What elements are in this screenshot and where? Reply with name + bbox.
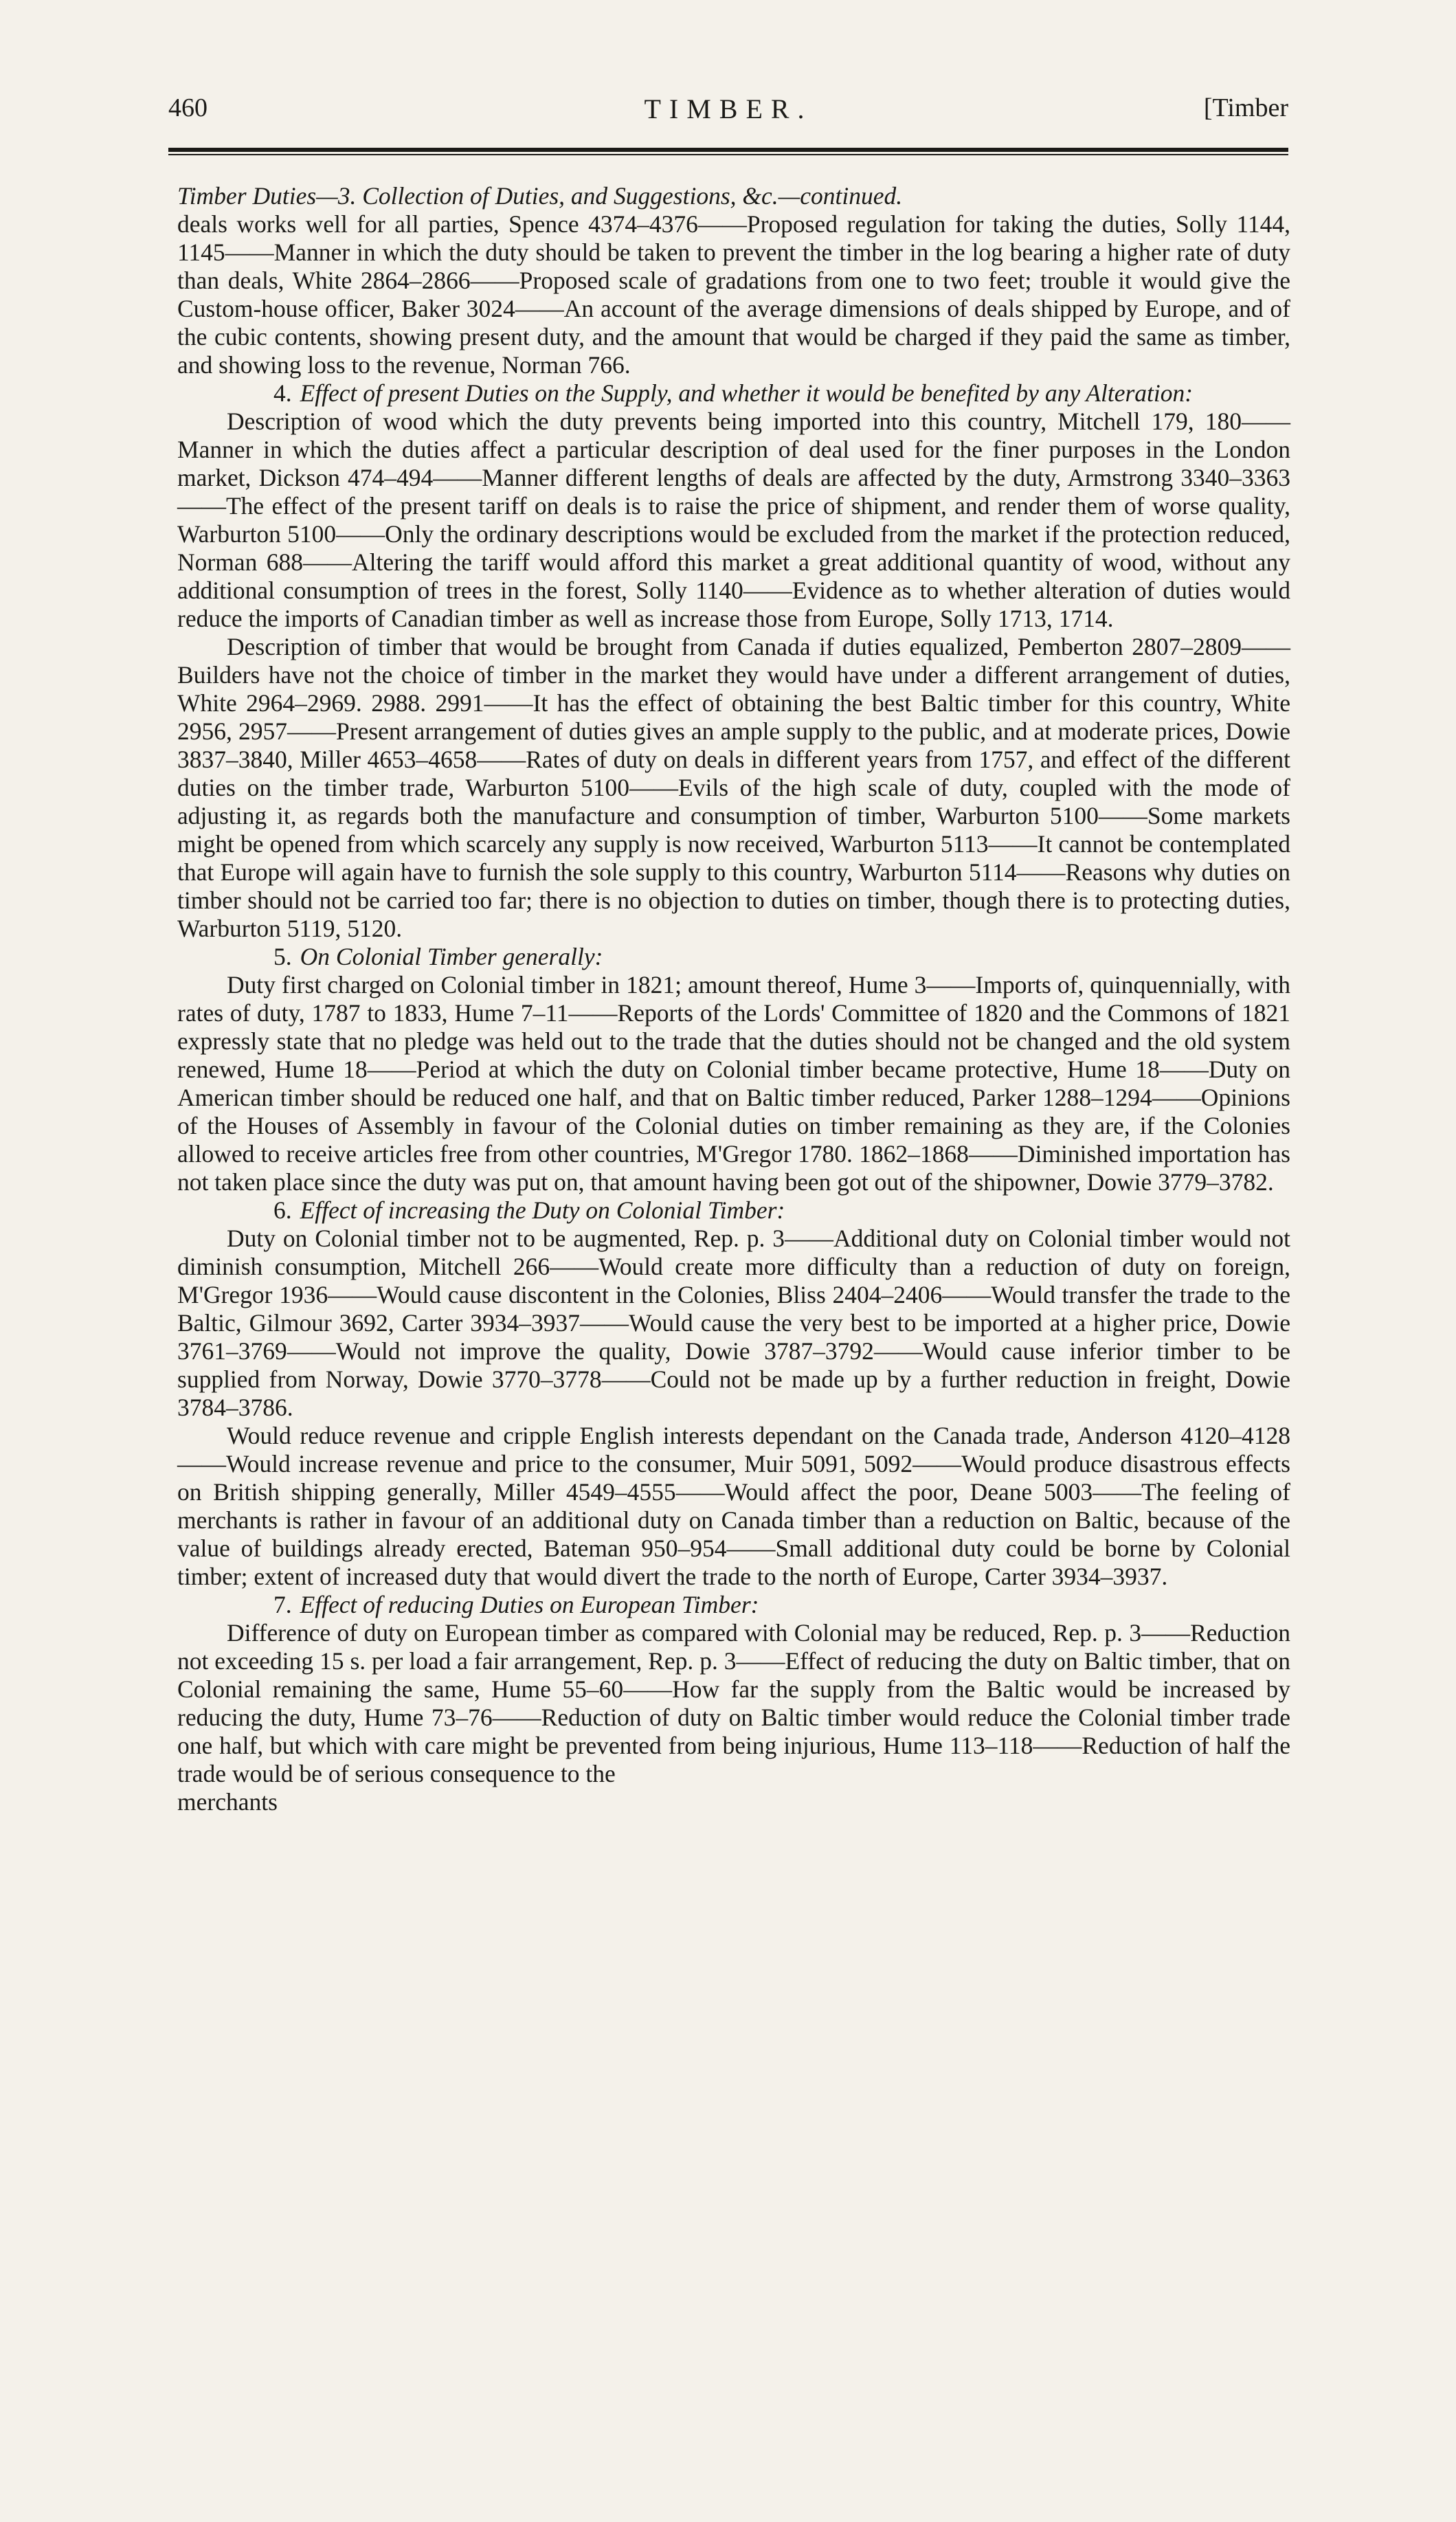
section-number: 6. bbox=[273, 1196, 292, 1224]
section-title: On Colonial Timber generally: bbox=[300, 943, 603, 970]
running-head bbox=[168, 93, 1288, 134]
subtitle-continued: —continued. bbox=[778, 182, 903, 210]
paragraph: Duty first charged on Colonial timber in 1821; amount thereof, Hume 3——Imports of, quinquennially, with rates of duty, 1787 to 1833, Hume 7–11——Reports of the Lords' Committee of 1820 and the Commons of 1821 expressly state that no pledge was held out to the trade that the duties should not be changed and the old system renewed, Hume 18——Period at which the duty on Colonial timber became protective, Hume 18——Duty on American timber should be reduced one half, and that on Baltic timber reduced, Parker 1288–1294——Opinions of the Houses of Assembly in favour of the Colonial duties on timber remaining as they are, if the Colonies allowed to receive articles free from other countries, M'Gregor 1780. 1862–1868——Diminished importation has not taken place since the duty was put on, that amount having been got out of the shipowner, Dowie 3779–3782. bbox=[177, 971, 1290, 1196]
section-heading bbox=[177, 943, 1290, 971]
section-number: 5. bbox=[273, 943, 292, 970]
section-title: Effect of present Duties on the Supply, and whether it would be benefited by any Alteration: bbox=[300, 379, 1194, 407]
catchword: merchants bbox=[177, 1788, 278, 1816]
paragraph: Description of timber that would be brought from Canada if duties equalized, Pemberton 2807–2809——Builders have not the choice of timber in the market they would have under a different arrangement of duties, White 2964–2969. 2988. 2991——It has the effect of obtaining the best Baltic timber for this country, White 2956, 2957——Present arrangement of duties gives an ample supply to the public, and at moderate prices, Dowie 3837–3840, Miller 4653–4658——Rates of duty on deals in different years from 1757, and effect of the different duties on the timber trade, Warburton 5100——Evils of the high scale of duty, coupled with the mode of adjusting it, as regards both the manufacture and consumption of timber, Warburton 5100——Some markets might be opened from which scarcely any supply is now received, Warburton 5113——It cannot be contemplated that Europe will again have to furnish the sole supply to this country, Warburton 5114——Reasons why duties on timber should not be carried too far; there is no objection to duties on timber, though there is to protecting duties, Warburton 5119, 5120. bbox=[177, 633, 1290, 942]
section-heading bbox=[177, 379, 1290, 408]
header-rule-thin bbox=[168, 154, 1288, 155]
continued-subtitle bbox=[177, 182, 1290, 210]
body-text bbox=[177, 182, 1290, 1816]
section-title: Effect of reducing Duties on European Timber: bbox=[300, 1591, 759, 1618]
running-section: [Timber bbox=[1203, 93, 1288, 122]
section-title: Effect of increasing the Duty on Colonial Timber: bbox=[300, 1196, 785, 1224]
section-heading bbox=[177, 1196, 1290, 1225]
section-heading bbox=[177, 1591, 1290, 1619]
paragraph: Would reduce revenue and cripple English interests dependant on the Canada trade, Anderson 4120–4128——Would increase revenue and price to the consumer, Muir 5091, 5092——Would produce disastrous effects on British shipping generally, Miller 4549–4555——Would affect the poor, Deane 5003——The feeling of merchants is rather in favour of an additional duty on Canada timber than a reduction on Baltic, because of the value of buildings already erected, Bateman 950–954——Small additional duty could be borne by Colonial timber; extent of increased duty that would divert the trade to the north of Europe, Carter 3934–3937. bbox=[177, 1422, 1290, 1590]
section-number: 7. bbox=[273, 1591, 292, 1618]
subtitle-main: Timber Duties—3. Collection of Duties, and Suggestions, &c. bbox=[177, 182, 779, 210]
page-number: 460 bbox=[168, 93, 208, 122]
paragraph: deals works well for all parties, Spence 4374–4376——Proposed regulation for taking the duties, Solly 1144, 1145——Manner in which the duty should be taken to prevent the timber in the log bearing a higher rate of duty than deals, White 2864–2866——Proposed scale of gradations from one to two feet; trouble it would give the Custom-house officer, Baker 3024——An account of the average dimensions of deals shipped by Europe, and of the cubic contents, showing present duty, and the amount that would be charged if they paid the same as timber, and showing loss to the revenue, Norman 766. bbox=[177, 210, 1290, 379]
header-rule bbox=[168, 148, 1288, 152]
paragraph: Description of wood which the duty prevents being imported into this country, Mitchell 179, 180——Manner in which the duties affect a particular description of deal used for the finer purposes in the London market, Dickson 474–494——Manner different lengths of deals are affected by the duty, Armstrong 3340–3363——The effect of the present tariff on deals is to raise the price of shipment, and render them of worse quality, Warburton 5100——Only the ordinary descriptions would be excluded from the market if the protection reduced, Norman 688——Altering the tariff would afford this market a great additional quantity of wood, without any additional consumption of trees in the forest, Solly 1140——Evidence as to whether alteration of duties would reduce the imports of Canadian timber as well as increase those from Europe, Solly 1713, 1714. bbox=[177, 408, 1290, 632]
paragraph: Difference of duty on European timber as compared with Colonial may be reduced, Rep. p. 3——Reduction not exceeding 15 s. per load a fair arrangement, Rep. p. 3——Effect of reducing the duty on Baltic timber, that on Colonial remaining the same, Hume 55–60——How far the supply from the Baltic would be increased by reducing the duty, Hume 73–76——Reduction of duty on Baltic timber would reduce the Colonial timber trade one half, but which with care might be prevented from being injurious, Hume 113–118——Reduction of half the trade would be of serious consequence to the bbox=[177, 1619, 1290, 1787]
running-title: TIMBER. bbox=[644, 93, 813, 124]
paragraph: Duty on Colonial timber not to be augmented, Rep. p. 3——Additional duty on Colonial timber would not diminish consumption, Mitchell 266——Would create more difficulty than a reduction of duty on foreign, M'Gregor 1936——Would cause discontent in the Colonies, Bliss 2404–2406——Would transfer the trade to the Baltic, Gilmour 3692, Carter 3934–3937——Would cause the very best to be imported at a higher price, Dowie 3761–3769——Would not improve the quality, Dowie 3787–3792——Would cause inferior timber to be supplied from Norway, Dowie 3770–3778——Could not be made up by a further reduction in freight, Dowie 3784–3786. bbox=[177, 1225, 1290, 1421]
section-number: 4. bbox=[273, 379, 292, 407]
